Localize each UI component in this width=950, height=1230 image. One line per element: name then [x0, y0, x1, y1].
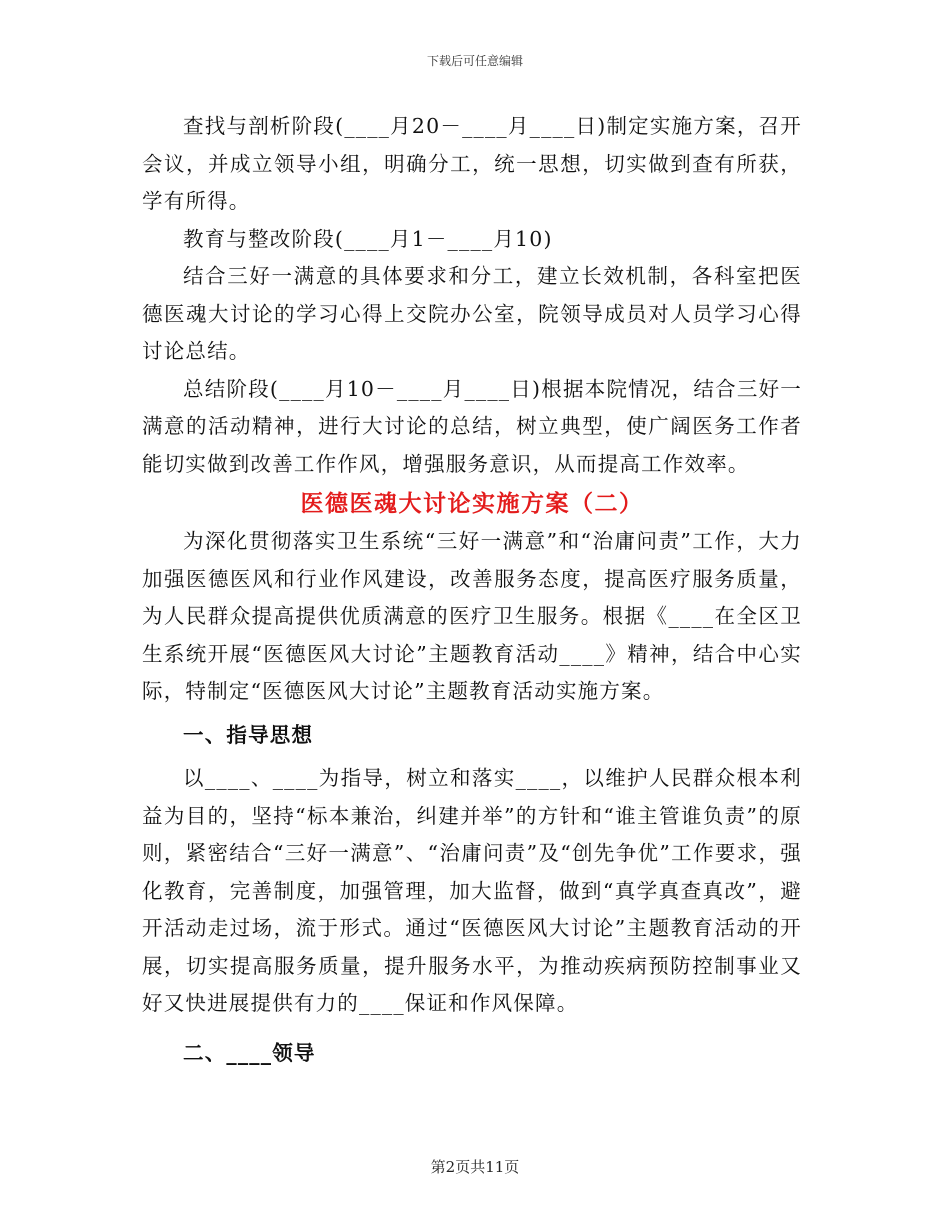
section-heading-guiding-ideology: 一、指导思想 [183, 722, 314, 747]
paragraph-education-details: 结合三好一满意的具体要求和分工，建立长效机制，各科室把医德医魂大讨论的学习心得上交院办公室，院领导成员对人员学习心得讨论总结。 [142, 264, 802, 363]
paragraph-summary-stage: 总结阶段(____月10－____月____日)根据本院情况，结合三好一满意的活动精神，进行大讨论的总结，树立典型，使广阔医务工作者能切实做到改善工作作风，增强服务意识，从而提高工作效率。 [142, 376, 802, 476]
page-number: 第2页共11页 [430, 1158, 520, 1176]
paragraph-guiding-ideology: 以____、____为指导，树立和落实____，以维护人民群众根本利益为目的，坚持“标本兼治，纠建并举”的方针和“谁主管谁负责”的原则，紧密结合“三好一满意”、“治庸问责”及“创先争优”工作要求，强化教育，完善制度，加强管理，加大监督，做到“真学真查真改”，避开活动走过场，流于形式。通过“医德医风大讨论”主题教育活动的开展，切实提高服务质量，提升服务水平，为推动疾病预防控制事业又好又快进展提供有力的____保证和作风保障。 [142, 766, 802, 1015]
paragraph-education-stage: 教育与整改阶段(____月1－____月10) [183, 226, 553, 251]
paragraph-investigation-stage: 查找与剖析阶段(____月20－____月____日)制定实施方案，召开会议，并成立领导小组，明确分工，统一思想，切实做到查有所获，学有所得。 [142, 114, 802, 213]
document-title: 医德医魂大讨论实施方案（二） [300, 490, 644, 517]
paragraph-intro: 为深化贯彻落实卫生系统“三好一满意”和“治庸问责”工作，大力加强医德医风和行业作风建设，改善服务态度，提高医疗服务质量，为人民群众提高提供优质满意的医疗卫生服务。根据《____在全区卫生系统开展“医德医风大讨论”主题教育活动____》精神，结合中心实际，特制定“医德医风大讨论”主题教育活动实施方案。 [142, 529, 802, 703]
document-body [142, 108, 802, 1078]
section-heading-leadership: 二、____领导 [183, 1040, 316, 1065]
header-note: 下载后可任意编辑 [426, 54, 523, 68]
